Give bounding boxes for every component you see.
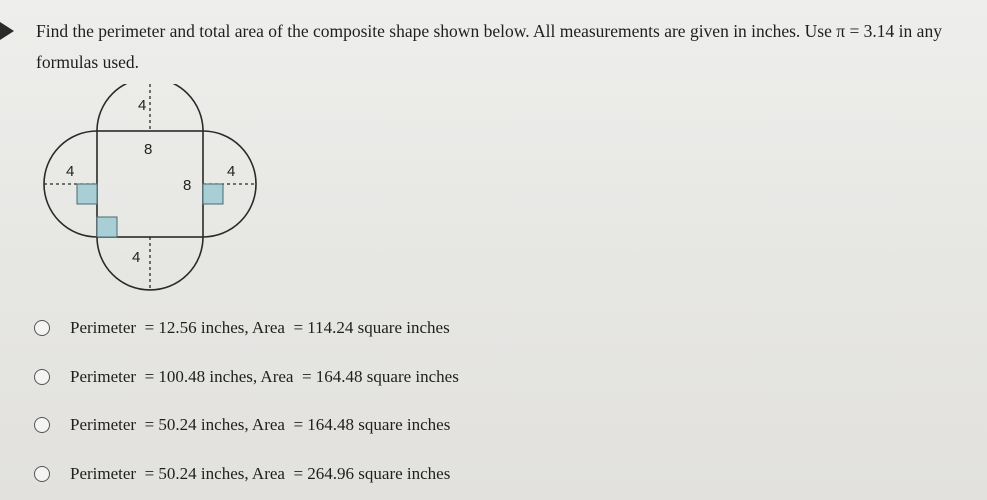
option-2[interactable] bbox=[30, 353, 730, 402]
label-top-radius: 4 bbox=[138, 97, 147, 114]
composite-shape-figure bbox=[40, 84, 260, 294]
question-text: Find the perimeter and total area of the composite shape shown below. All measurements are given in inches. Use π = 3.14 in any formulas used. bbox=[36, 21, 942, 72]
label-bottom-radius: 4 bbox=[132, 249, 141, 266]
composite-shape-svg bbox=[40, 84, 260, 294]
question-marker-icon bbox=[0, 22, 14, 40]
option-4-label: Perimeter = 50.24 inches, Area = 264.96 square inches bbox=[70, 463, 451, 483]
option-3-label: Perimeter = 50.24 inches, Area = 164.48 square inches bbox=[70, 415, 451, 435]
option-2-radio[interactable] bbox=[34, 369, 50, 385]
left-right-angle-marker bbox=[77, 184, 97, 204]
option-4[interactable] bbox=[30, 450, 730, 499]
answer-options bbox=[30, 304, 730, 498]
option-1-label: Perimeter = 12.56 inches, Area = 114.24 square inches bbox=[70, 318, 450, 338]
option-3[interactable] bbox=[30, 401, 730, 450]
square-corner-marker bbox=[97, 217, 117, 237]
label-square-height: 8 bbox=[183, 177, 192, 194]
option-4-radio[interactable] bbox=[34, 466, 50, 482]
option-3-radio[interactable] bbox=[34, 417, 50, 433]
option-1[interactable] bbox=[30, 304, 730, 353]
option-1-radio[interactable] bbox=[34, 320, 50, 336]
right-right-angle-marker bbox=[203, 184, 223, 204]
option-2-label: Perimeter = 100.48 inches, Area = 164.48 square inches bbox=[70, 366, 459, 386]
label-left-radius: 4 bbox=[66, 163, 75, 180]
label-square-width: 8 bbox=[144, 141, 153, 158]
label-right-radius: 4 bbox=[227, 163, 236, 180]
